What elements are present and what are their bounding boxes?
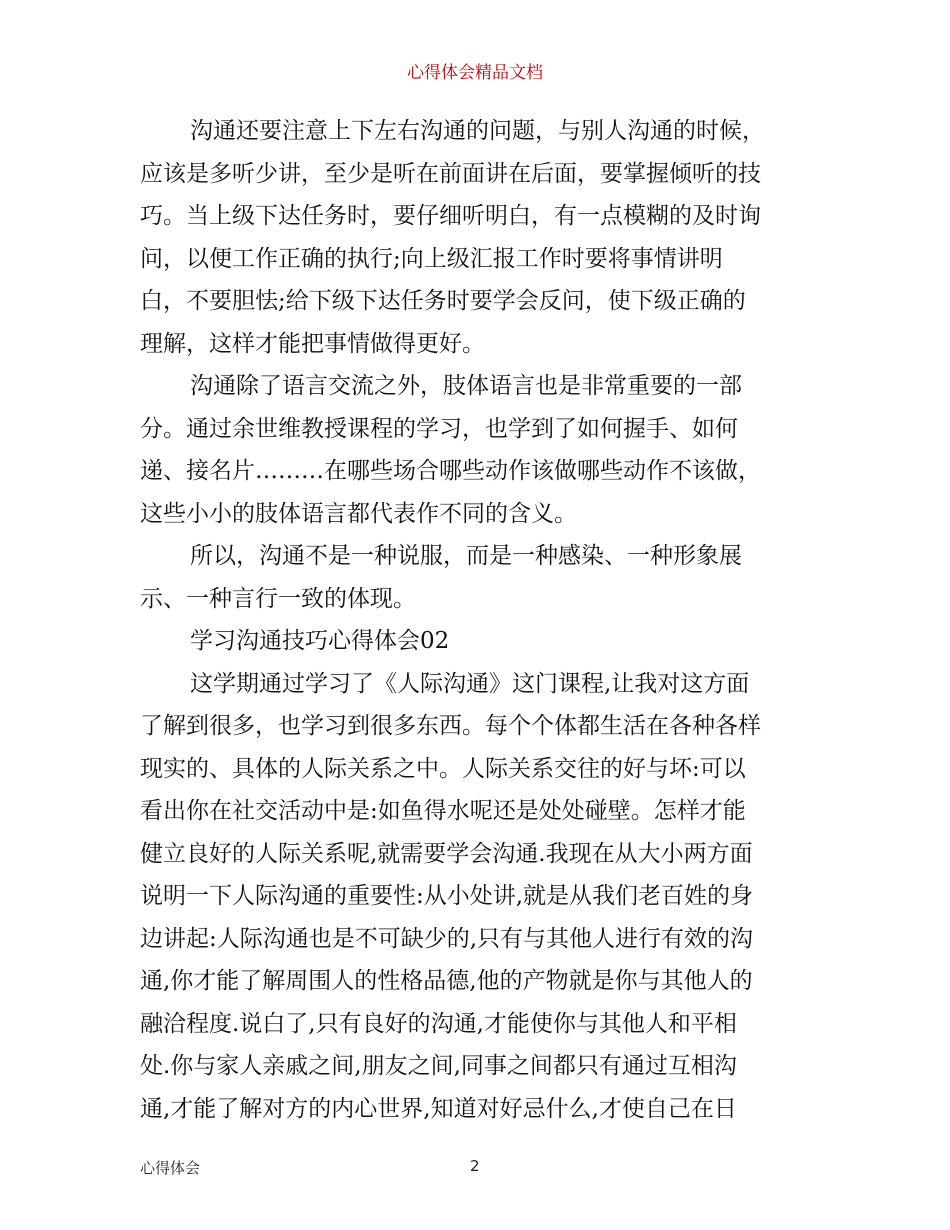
paragraph-line: 示、一种言行一致的体现。 <box>140 585 416 612</box>
paragraph-line: 沟通还要注意上下左右沟通的问题，与别人沟通的时候， <box>190 118 765 144</box>
paragraph-line: 融洽程度.说白了,只有良好的沟通,才能使你与其他人和平相 <box>140 1010 737 1037</box>
page-footer <box>0 1157 950 1177</box>
paragraph-line: 通,你才能了解周围人的性格品德,他的产物就是你与其他人的 <box>140 968 753 994</box>
footer-label: 心得体会 <box>140 1159 201 1177</box>
section-heading: 学习沟通技巧心得体会02 <box>190 628 450 654</box>
paragraph-line: 通,才能了解对方的内心世界,知道对好忌什么,才使自己在日 <box>140 1095 737 1122</box>
paragraph-line: 处.你与家人亲戚之间,朋友之间,同事之间都只有通过互相沟 <box>140 1053 737 1079</box>
paragraph-line: 白，不要胆怯;给下级下达任务时要学会反问，使下级正确的 <box>140 288 746 314</box>
paragraph-line: 这学期通过学习了《人际沟通》这门课程,让我对这方面 <box>190 670 750 697</box>
page-number: 2 <box>470 1157 480 1175</box>
paragraph-line: 看出你在社交活动中是:如鱼得水呢还是处处碰壁。怎样才能 <box>140 798 746 824</box>
page-header-title: 心得体会精品文档 <box>407 63 543 83</box>
paragraph-line: 沟通除了语言交流之外，肢体语言也是非常重要的一部 <box>190 373 742 399</box>
paragraph-line: 边讲起:人际沟通也是不可缺少的,只有与其他人进行有效的沟 <box>140 925 754 952</box>
paragraph-line: 巧。当上级下达任务时，要仔细听明白，有一点模糊的及时询 <box>140 203 761 229</box>
paragraph-line: 问，以便工作正确的执行;向上级汇报工作时要将事情讲明 <box>140 245 723 272</box>
paragraph-line: 分。通过余世维教授课程的学习，也学到了如何握手、如何 <box>140 415 738 442</box>
paragraph-line: 这些小小的肢体语言都代表作不同的含义。 <box>140 500 577 527</box>
paragraph-line: 说明一下人际沟通的重要性:从小处讲,就是从我们老百姓的身 <box>140 883 754 909</box>
paragraph-line: 理解，这样才能把事情做得更好。 <box>140 330 485 357</box>
document-body <box>140 110 812 1130</box>
paragraph-line: 健立良好的人际关系呢,就需要学会沟通.我现在从大小两方面 <box>140 840 753 867</box>
paragraph-line: 所以，沟通不是一种说服，而是一种感染、一种形象展 <box>190 543 742 569</box>
paragraph-line: 了解到很多，也学习到很多东西。每个个体都生活在各种各样 <box>140 713 761 739</box>
paragraph-line: 递、接名片………在哪些场合哪些动作该做哪些动作不该做， <box>140 458 761 484</box>
paragraph-line: 现实的、具体的人际关系之中。人际关系交往的好与坏:可以 <box>140 755 746 782</box>
paragraph-line: 应该是多听少讲，至少是听在前面讲在后面，要掌握倾听的技 <box>140 160 761 187</box>
